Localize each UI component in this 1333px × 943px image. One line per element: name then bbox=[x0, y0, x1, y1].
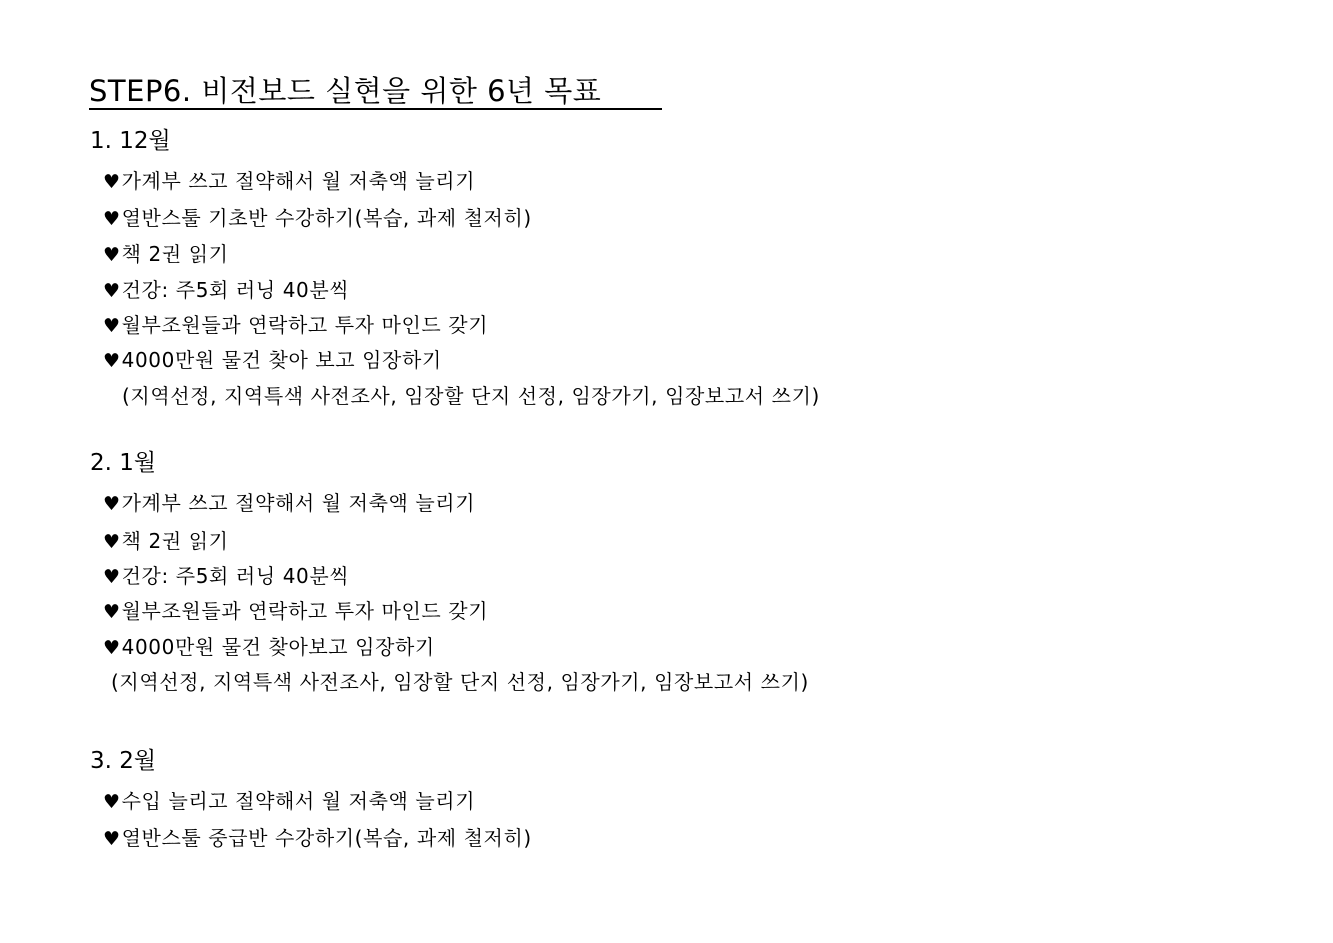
goal-item-text: 건강: 주5회 러닝 40분씩 bbox=[121, 564, 350, 588]
heart-bullet-icon: ♥ bbox=[103, 601, 121, 623]
goal-item bbox=[103, 312, 488, 339]
section-heading-december: 1. 12월 bbox=[90, 128, 171, 154]
goal-item bbox=[103, 277, 349, 304]
section-heading-february: 3. 2월 bbox=[90, 748, 157, 774]
goal-item-text: 책 2권 읽기 bbox=[121, 529, 229, 553]
goal-item bbox=[103, 168, 475, 195]
goal-item bbox=[103, 598, 488, 625]
goal-note: (지역선정, 지역특색 사전조사, 임장할 단지 선정, 임장가기, 임장보고서 쓰기) bbox=[122, 384, 820, 408]
goal-item bbox=[103, 528, 229, 555]
heart-bullet-icon: ♥ bbox=[103, 791, 121, 813]
goal-item-text: 열반스툴 기초반 수강하기(복습, 과제 철저히) bbox=[121, 206, 532, 230]
goal-item-text: 열반스툴 중급반 수강하기(복습, 과제 철저히) bbox=[121, 826, 532, 850]
goal-item bbox=[103, 634, 435, 661]
heart-bullet-icon: ♥ bbox=[103, 315, 121, 337]
goal-item-text: 가계부 쓰고 절약해서 월 저축액 늘리기 bbox=[121, 169, 476, 193]
goal-note: (지역선정, 지역특색 사전조사, 임장할 단지 선정, 임장가기, 임장보고서 쓰기) bbox=[111, 670, 809, 694]
goal-item-text: 책 2권 읽기 bbox=[121, 242, 229, 266]
heart-bullet-icon: ♥ bbox=[103, 566, 121, 588]
goal-item bbox=[103, 563, 349, 590]
goal-item bbox=[103, 241, 229, 268]
heart-bullet-icon: ♥ bbox=[103, 828, 121, 850]
goal-item-text: 건강: 주5회 러닝 40분씩 bbox=[121, 278, 350, 302]
section-heading-january: 2. 1월 bbox=[90, 450, 157, 476]
heart-bullet-icon: ♥ bbox=[103, 350, 121, 372]
heart-bullet-icon: ♥ bbox=[103, 637, 121, 659]
goal-item-text: 4000만원 물건 찾아보고 임장하기 bbox=[121, 635, 435, 659]
goal-item-text: 월부조원들과 연락하고 투자 마인드 갖기 bbox=[121, 313, 489, 337]
goal-item bbox=[103, 347, 442, 374]
heart-bullet-icon: ♥ bbox=[103, 171, 121, 193]
goal-item-text: 수입 늘리고 절약해서 월 저축액 늘리기 bbox=[121, 789, 476, 813]
goal-item bbox=[103, 490, 475, 517]
goal-item bbox=[103, 825, 532, 852]
goal-item bbox=[103, 788, 475, 815]
heart-bullet-icon: ♥ bbox=[103, 280, 121, 302]
document-title: STEP6. 비전보드 실현을 위한 6년 목표 bbox=[89, 74, 662, 110]
heart-bullet-icon: ♥ bbox=[103, 244, 121, 266]
heart-bullet-icon: ♥ bbox=[103, 208, 121, 230]
goal-item-text: 가계부 쓰고 절약해서 월 저축액 늘리기 bbox=[121, 491, 476, 515]
goal-item-text: 4000만원 물건 찾아 보고 임장하기 bbox=[121, 348, 442, 372]
heart-bullet-icon: ♥ bbox=[103, 531, 121, 553]
goal-item bbox=[103, 205, 532, 232]
goal-item-text: 월부조원들과 연락하고 투자 마인드 갖기 bbox=[121, 599, 489, 623]
heart-bullet-icon: ♥ bbox=[103, 493, 121, 515]
